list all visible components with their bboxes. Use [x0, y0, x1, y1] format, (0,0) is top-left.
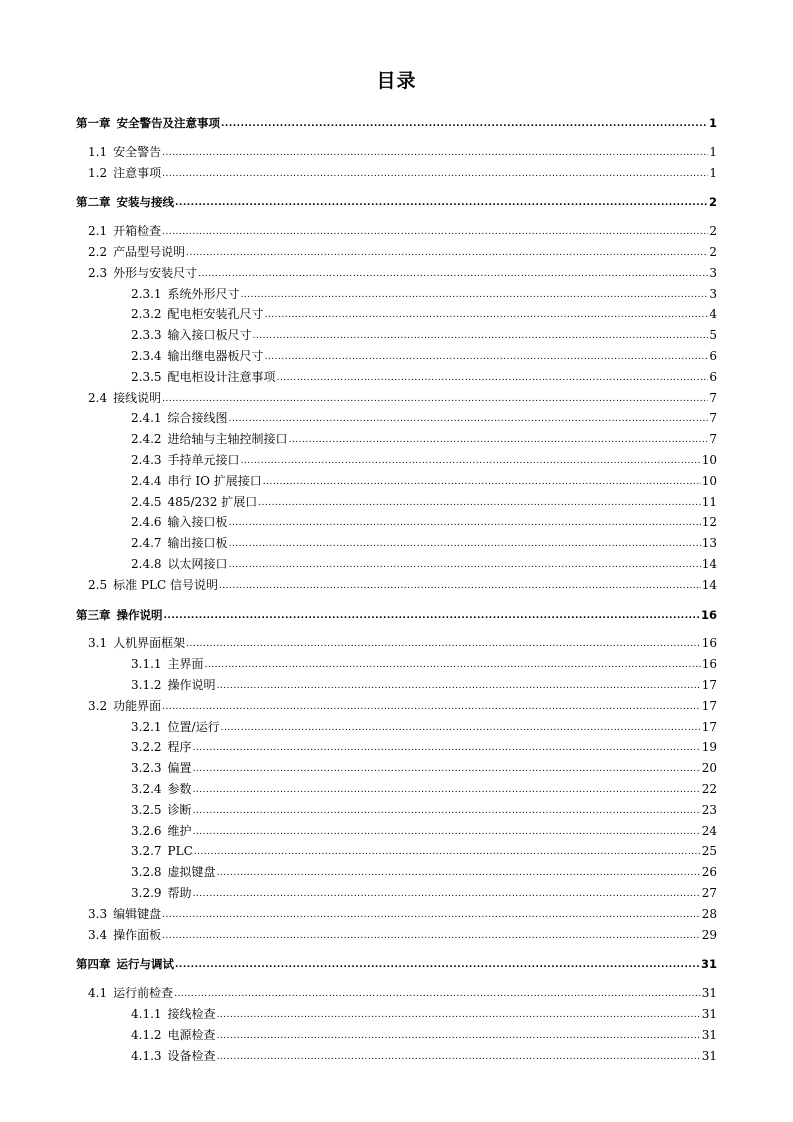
toc-page-number: 24	[701, 823, 717, 838]
toc-page-number: 10	[701, 453, 717, 467]
dot-leader	[289, 434, 709, 446]
toc-page-number: 27	[701, 886, 717, 900]
toc-entry-number: 3.1.1	[131, 657, 162, 672]
dot-leader	[253, 330, 709, 342]
toc-entry-number: 3.2.9	[131, 886, 162, 900]
dot-leader	[174, 988, 701, 1000]
toc-entry-number: 1.2	[88, 165, 108, 180]
toc-entry[interactable]	[76, 1001, 717, 1021]
toc-entry-label	[131, 678, 216, 692]
toc-entry-title: 安装与接线	[116, 195, 174, 210]
toc-entry-title: 编辑键盘	[113, 906, 162, 921]
toc-page-number: 2	[709, 224, 717, 239]
toc-entry[interactable]	[76, 980, 717, 1000]
toc-entry-label	[131, 307, 264, 321]
toc-page-number: 7	[709, 411, 717, 426]
toc-page-number: 1	[709, 144, 717, 159]
toc-entry-label	[131, 761, 192, 775]
toc-entry-label	[131, 824, 192, 838]
dot-leader	[175, 959, 700, 971]
toc-entry-number: 2.4.6	[131, 515, 162, 530]
toc-entry-number: 2.5	[88, 577, 108, 592]
toc-entry[interactable]	[76, 551, 717, 571]
toc-entry-number: 2.3	[88, 265, 108, 280]
toc-entry-number: 3.4	[88, 927, 108, 942]
toc-entry-label	[131, 865, 216, 879]
toc-entry[interactable]	[76, 1022, 717, 1042]
toc-entry[interactable]	[76, 160, 717, 180]
toc-entry-title: 参数	[167, 782, 192, 796]
toc-entry-title: 运行与调试	[116, 957, 174, 972]
dot-leader	[217, 680, 701, 692]
dot-leader	[162, 168, 708, 180]
toc-page-number: 3	[709, 286, 717, 301]
toc-entry-title: 操作说明	[116, 607, 163, 622]
toc-entry[interactable]	[76, 468, 717, 488]
toc-page-number: 31	[701, 1007, 717, 1021]
toc-page-number: 20	[701, 761, 717, 776]
toc-entry[interactable]	[76, 281, 717, 301]
toc-entry-label	[131, 1028, 216, 1042]
toc-entry-title: 进给轴与主轴控制接口	[167, 432, 288, 447]
dot-leader	[229, 413, 709, 425]
toc-entry[interactable]	[76, 572, 717, 592]
toc-entry-label	[76, 608, 163, 622]
toc-entry-label	[131, 720, 220, 734]
toc-page-number: 6	[709, 349, 717, 363]
toc-entry-label	[88, 245, 185, 259]
toc-page-number: 31	[701, 1048, 717, 1063]
toc-page-number: 25	[701, 844, 717, 859]
toc-entry-label	[131, 657, 204, 671]
toc-entry-title: 产品型号说明	[113, 245, 186, 259]
toc-page-number: 22	[701, 782, 717, 796]
toc-entry[interactable]	[76, 672, 717, 692]
toc-page-number: 10	[701, 473, 717, 488]
toc-entry-number: 3.2	[88, 698, 108, 713]
dot-leader	[229, 517, 701, 529]
dot-leader	[265, 351, 709, 363]
dot-leader	[217, 867, 701, 879]
page-title: 目录	[376, 70, 417, 92]
toc-page-number: 16	[700, 607, 717, 622]
toc-page-number: 3	[709, 265, 717, 280]
dot-leader	[175, 197, 708, 209]
toc-entry-label	[88, 145, 161, 159]
toc-entry-label	[131, 803, 192, 817]
toc-page-number: 2	[709, 245, 717, 259]
toc-page-number: 19	[701, 740, 717, 755]
toc-entry-number: 2.4.1	[131, 411, 162, 426]
toc-entry-label	[88, 391, 161, 405]
toc-page-number: 31	[700, 957, 717, 972]
toc-entry-title: 偏置	[167, 761, 192, 776]
dot-leader	[198, 268, 708, 280]
toc-entry-label	[131, 474, 262, 488]
dot-leader	[162, 909, 701, 921]
dot-leader	[186, 247, 708, 259]
toc-entry[interactable]	[76, 301, 717, 321]
toc-entry-number: 2.4.5	[131, 494, 162, 509]
toc-entry[interactable]	[76, 489, 717, 509]
toc-entry[interactable]	[76, 239, 717, 259]
toc-entry-number: 2.3.5	[131, 369, 162, 384]
toc-page-number: 14	[701, 577, 717, 592]
dot-leader	[217, 1030, 701, 1042]
toc-page-number: 17	[701, 719, 717, 734]
toc-entry[interactable]	[76, 260, 717, 280]
toc-entry-number: 第四章	[76, 957, 111, 972]
dot-leader	[193, 826, 701, 838]
toc-entry-title: 设备检查	[167, 1048, 216, 1063]
toc-entry-number: 3.2.5	[131, 802, 162, 817]
dot-leader	[164, 610, 700, 622]
toc-page-number: 16	[701, 657, 717, 672]
toc-entry[interactable]	[76, 139, 717, 159]
toc-entry-label	[131, 328, 252, 342]
toc-entry-number: 第二章	[76, 195, 111, 210]
toc-entry-label	[131, 1007, 216, 1021]
toc-entry-title: PLC	[167, 844, 193, 859]
toc-entry[interactable]	[76, 343, 717, 363]
toc-entry-title: 操作说明	[167, 678, 216, 692]
toc-entry-label	[131, 370, 276, 384]
toc-entry-title: 功能界面	[113, 698, 162, 713]
toc-entry-title: 外形与安装尺寸	[113, 265, 198, 280]
dot-leader	[258, 497, 701, 509]
toc-entry-title: 程序	[167, 740, 192, 755]
dot-leader	[162, 930, 701, 942]
toc-entry[interactable]	[76, 447, 717, 467]
toc-entry-title: 485/232 扩展口	[167, 494, 258, 509]
toc-entry-number: 2.4.2	[131, 432, 162, 447]
toc-page-number: 1	[709, 165, 717, 180]
toc-entry-title: 输出继电器板尺寸	[167, 349, 264, 363]
dot-leader	[205, 659, 701, 671]
dot-leader	[162, 393, 708, 405]
toc-entry-label	[88, 907, 161, 921]
toc-entry-title: 输出接口板	[167, 536, 228, 551]
toc-entry-number: 3.2.8	[131, 865, 162, 880]
dot-leader	[193, 784, 701, 796]
toc-entry-label	[131, 495, 257, 509]
toc-entry-label	[131, 432, 288, 446]
toc-entry-title: 标准 PLC 信号说明	[113, 577, 218, 592]
toc-entry[interactable]	[76, 818, 717, 838]
toc-entry-title: 接线说明	[113, 390, 162, 405]
toc-entry-title: 开箱检查	[113, 224, 162, 239]
toc-entry-number: 2.1	[88, 224, 108, 239]
toc-chapter-entry[interactable]	[76, 110, 717, 130]
toc-entry-number: 第一章	[76, 116, 111, 130]
toc-entry-number: 3.2.2	[131, 740, 162, 755]
toc-entry-title: 帮助	[167, 886, 192, 900]
toc-chapter-entry[interactable]	[76, 951, 717, 971]
toc-entry-title: 配电柜安装孔尺寸	[167, 307, 264, 322]
toc-entry-title: 虚拟键盘	[167, 865, 216, 880]
toc-entry[interactable]	[76, 364, 717, 384]
toc-entry-title: 注意事项	[113, 165, 162, 180]
toc-entry[interactable]	[76, 714, 717, 734]
toc-entry-title: 安全警告	[113, 144, 162, 159]
toc-page-number: 6	[709, 369, 717, 384]
toc-entry-number: 2.3.4	[131, 349, 162, 363]
dot-leader	[193, 763, 701, 775]
dot-leader	[265, 309, 709, 321]
toc-entry-number: 2.3.1	[131, 286, 162, 301]
toc-page-number: 29	[701, 927, 717, 942]
toc-entry[interactable]	[76, 426, 717, 446]
toc-entry-title: 主界面	[167, 657, 204, 672]
toc-page-number: 17	[701, 698, 717, 713]
toc-entry-label	[76, 116, 220, 130]
toc-page-number: 1	[708, 116, 717, 130]
dot-leader	[221, 118, 708, 130]
toc-entry-number: 3.2.6	[131, 823, 162, 838]
toc-entry-number: 3.3	[88, 906, 108, 921]
toc-entry-label	[131, 349, 264, 363]
dot-leader	[162, 147, 708, 159]
toc-entry-label	[131, 740, 192, 754]
toc-entry-title: 综合接线图	[167, 411, 228, 426]
dot-leader	[229, 538, 701, 550]
toc-entry-number: 2.4	[88, 390, 108, 405]
toc-entry-label	[131, 1049, 216, 1063]
dot-leader	[219, 580, 701, 592]
toc-entry-number: 2.4.4	[131, 473, 162, 488]
toc-entry[interactable]	[76, 218, 717, 238]
toc-entry-title: 手持单元接口	[167, 453, 240, 467]
toc-entry-title: 诊断	[167, 802, 192, 817]
dot-leader	[162, 226, 708, 238]
toc-chapter-entry[interactable]	[76, 602, 717, 622]
dot-leader	[217, 1051, 701, 1063]
toc-entry-number: 3.2.4	[131, 782, 162, 796]
toc-page-number: 23	[701, 802, 717, 817]
toc-entry-number: 2.4.3	[131, 453, 162, 467]
toc-entry-title: 配电柜设计注意事项	[167, 369, 276, 384]
dot-leader	[217, 1009, 701, 1021]
toc-entry[interactable]	[76, 755, 717, 775]
toc-entry-title: 接线检查	[167, 1007, 216, 1021]
dot-leader	[263, 476, 701, 488]
toc-entry-label	[88, 928, 161, 942]
dot-leader	[193, 805, 701, 817]
toc-entry-number: 2.2	[88, 245, 108, 259]
dot-leader	[162, 701, 701, 713]
toc-entry-number: 2.3.3	[131, 328, 162, 343]
toc-entry-label	[76, 957, 174, 971]
toc-chapter-entry[interactable]	[76, 189, 717, 209]
toc-entry-title: 系统外形尺寸	[167, 286, 240, 301]
toc-page-number: 13	[701, 536, 717, 551]
toc-entry-title: 安全警告及注意事项	[116, 116, 220, 130]
toc-entry-number: 第三章	[76, 607, 111, 622]
toc-page-number: 14	[701, 557, 717, 571]
toc-entry[interactable]	[76, 776, 717, 796]
toc-entry-label	[131, 287, 240, 301]
toc-entry-number: 4.1.1	[131, 1007, 162, 1021]
toc-entry-label	[88, 578, 218, 592]
toc-entry-number: 4.1	[88, 986, 108, 1001]
toc-entry-label	[88, 224, 161, 238]
toc-entry[interactable]	[76, 922, 717, 942]
toc-entry-label	[88, 166, 161, 180]
toc-entry-label	[131, 411, 228, 425]
dot-leader	[193, 742, 701, 754]
toc-entry-label	[131, 536, 228, 550]
toc-entry[interactable]	[76, 901, 717, 921]
toc-entry-title: 以太网接口	[167, 557, 228, 571]
toc-entry[interactable]	[76, 651, 717, 671]
dot-leader	[241, 289, 709, 301]
toc-entry-number: 3.2.3	[131, 761, 162, 776]
toc-entry-label	[88, 699, 161, 713]
toc-page-number: 4	[709, 307, 717, 322]
toc-page-number: 5	[709, 328, 717, 343]
toc-entry-title: 运行前检查	[113, 986, 174, 1001]
toc-entry-number: 4.1.3	[131, 1048, 162, 1063]
toc-page-number: 7	[709, 432, 717, 447]
toc-entry-label	[88, 636, 185, 650]
toc-entry[interactable]	[76, 385, 717, 405]
toc-entry-label	[131, 782, 192, 796]
toc-entry-number: 3.2.7	[131, 844, 162, 859]
toc-entry[interactable]	[76, 859, 717, 879]
toc-page-number: 11	[701, 494, 717, 509]
toc-page-number: 28	[701, 906, 717, 921]
dot-leader	[229, 559, 701, 571]
toc-entry-title: 维护	[167, 823, 192, 838]
toc-entry-title: 串行 IO 扩展接口	[167, 473, 262, 488]
toc-entry-title: 输入接口板尺寸	[167, 328, 252, 343]
dot-leader	[186, 638, 701, 650]
toc-entry-label	[131, 557, 228, 571]
dot-leader	[241, 455, 701, 467]
toc-page-number: 26	[701, 865, 717, 880]
toc-entry-label	[88, 986, 173, 1000]
toc-entry-number: 2.4.7	[131, 536, 162, 551]
toc-entry[interactable]	[76, 405, 717, 425]
toc-page-number: 17	[701, 678, 717, 692]
toc-entry-number: 3.2.1	[131, 719, 162, 734]
toc-entry-label	[76, 195, 174, 209]
toc-entry-title: 操作面板	[113, 927, 162, 942]
toc-entry-number: 4.1.2	[131, 1027, 162, 1042]
dot-leader	[194, 846, 701, 858]
toc-page-number: 16	[701, 636, 717, 651]
toc-entry[interactable]	[76, 530, 717, 550]
toc-entry[interactable]	[76, 630, 717, 650]
toc-page-number: 2	[708, 195, 717, 210]
toc-entry-label	[131, 515, 228, 529]
toc-page-number: 31	[701, 986, 717, 1001]
toc-entry-number: 2.3.2	[131, 307, 162, 322]
toc-page-number: 12	[701, 515, 717, 530]
toc-entry-label	[131, 886, 192, 900]
toc-entry-title: 人机界面框架	[113, 636, 186, 651]
toc-entry[interactable]	[76, 838, 717, 858]
toc-entry[interactable]	[76, 880, 717, 900]
toc-entry[interactable]	[76, 509, 717, 529]
toc-entry-label	[131, 844, 193, 858]
toc-entry[interactable]	[76, 322, 717, 342]
dot-leader	[221, 722, 701, 734]
toc-entry-number: 3.1	[88, 636, 108, 651]
toc-page-number: 7	[709, 390, 717, 405]
toc-entry[interactable]	[76, 693, 717, 713]
toc-entry-title: 电源检查	[167, 1027, 216, 1042]
toc-entry-label	[131, 453, 240, 467]
toc-entry-label	[88, 266, 197, 280]
toc-entry-title: 位置/运行	[167, 719, 220, 734]
toc-entry[interactable]	[76, 797, 717, 817]
toc-entry-title: 输入接口板	[167, 515, 228, 530]
dot-leader	[193, 888, 701, 900]
toc-entry[interactable]	[76, 1043, 717, 1063]
toc-entry-number: 2.4.8	[131, 557, 162, 571]
toc-page-number: 31	[701, 1027, 717, 1042]
toc-entry-number: 3.1.2	[131, 678, 162, 692]
toc-entry-number: 1.1	[88, 144, 108, 159]
toc-entry[interactable]	[76, 734, 717, 754]
dot-leader	[277, 372, 709, 384]
